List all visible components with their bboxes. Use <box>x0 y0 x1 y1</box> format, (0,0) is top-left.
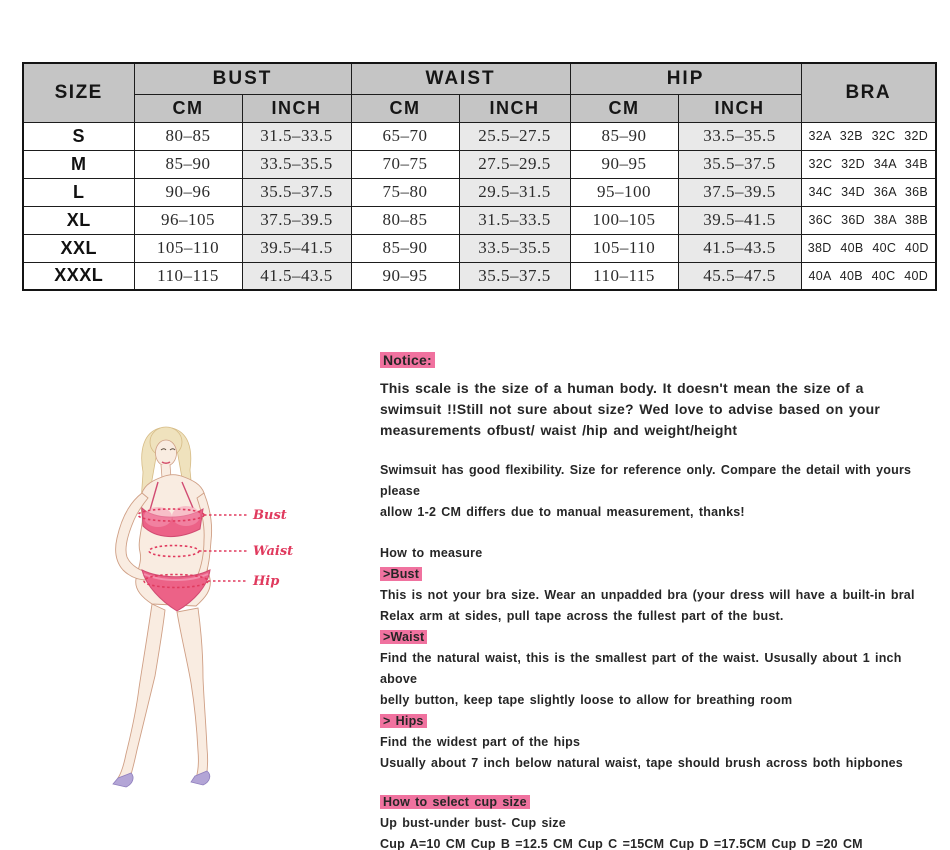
waist-cm-cell: 65–70 <box>351 122 459 150</box>
notice-line: This scale is the size of a human body. It doesn't mean the size of a <box>380 380 864 396</box>
col-header-waist: WAIST <box>351 63 570 94</box>
bust-cm-cell: 96–105 <box>134 206 242 234</box>
waist-inch-cell: 29.5–31.5 <box>459 178 570 206</box>
bust-section-label: >Bust <box>380 567 422 581</box>
bust-label: Bust <box>253 508 287 523</box>
waist-instruction-line: Find the natural waist, this is the smallest part of the waist. Ususally about 1 inch above <box>380 651 902 686</box>
table-row <box>23 234 936 262</box>
size-cell: S <box>23 122 134 150</box>
hips-instruction-line: Usually about 7 inch below natural waist, tape should brush across both hipbones <box>380 756 903 770</box>
waist-cm-cell: 85–90 <box>351 234 459 262</box>
leg-right <box>177 608 208 779</box>
subheader-waist-inch: INCH <box>459 94 570 122</box>
col-header-size: SIZE <box>23 63 134 122</box>
hip-cm-cell: 85–90 <box>570 122 678 150</box>
hip-inch-cell: 39.5–41.5 <box>678 206 801 234</box>
waist-label: Waist <box>253 544 294 559</box>
table-row <box>23 122 936 150</box>
disclaimer-line: allow 1-2 CM differs due to manual measurement, thanks! <box>380 505 745 519</box>
col-header-bra: BRA <box>801 63 936 122</box>
subheader-hip-cm: CM <box>570 94 678 122</box>
table-row <box>23 262 936 290</box>
hip-inch-cell: 45.5–47.5 <box>678 262 801 290</box>
disclaimer-line: Swimsuit has good flexibility. Size for reference only. Compare the detail with yours please <box>380 463 912 498</box>
waist-inch-cell: 25.5–27.5 <box>459 122 570 150</box>
bust-inch-cell: 31.5–33.5 <box>242 122 351 150</box>
bust-inch-cell: 39.5–41.5 <box>242 234 351 262</box>
hips-section-label: > Hips <box>380 714 427 728</box>
hip-cm-cell: 95–100 <box>570 178 678 206</box>
waist-cm-cell: 75–80 <box>351 178 459 206</box>
bust-cm-cell: 85–90 <box>134 150 242 178</box>
size-cell: XXL <box>23 234 134 262</box>
bust-section-label-line <box>380 564 940 585</box>
subheader-bust-inch: INCH <box>242 94 351 122</box>
hips-section-label-line <box>380 711 940 732</box>
hip-inch-cell: 37.5–39.5 <box>678 178 801 206</box>
bust-inch-cell: 37.5–39.5 <box>242 206 351 234</box>
size-cell: XXXL <box>23 262 134 290</box>
bra-cell: 38D 40B 40C 40D <box>801 234 936 262</box>
waist-inch-cell: 31.5–33.5 <box>459 206 570 234</box>
hip-inch-cell: 41.5–43.5 <box>678 234 801 262</box>
hips-instruction-line: Find the widest part of the hips <box>380 735 581 749</box>
bra-cell: 32C 32D 34A 34B <box>801 150 936 178</box>
waist-section-label: >Waist <box>380 630 427 644</box>
woman-sketch-illustration <box>98 420 358 820</box>
hip-cm-cell: 100–105 <box>570 206 678 234</box>
bust-inch-cell: 41.5–43.5 <box>242 262 351 290</box>
hip-inch-cell: 35.5–37.5 <box>678 150 801 178</box>
cup-size-line: Up bust-under bust- Cup size <box>380 816 566 830</box>
leg-left <box>118 604 165 781</box>
notice-heading: Notice: <box>380 352 435 368</box>
waist-inch-cell: 33.5–35.5 <box>459 234 570 262</box>
waist-instruction-line: belly button, keep tape slightly loose to allow for breathing room <box>380 693 793 707</box>
size-cell: XL <box>23 206 134 234</box>
waist-cm-cell: 90–95 <box>351 262 459 290</box>
cup-size-heading-line <box>380 792 940 813</box>
notice-line: swimsuit !!Still not sure about size? Wed love to advise based on your <box>380 401 881 417</box>
waist-cm-cell: 70–75 <box>351 150 459 178</box>
bust-instruction-line: This is not your bra size. Wear an unpadded bra (your dress will have a built-in bral <box>380 588 915 602</box>
notice-heading-line <box>380 350 940 371</box>
hip-cm-cell: 110–115 <box>570 262 678 290</box>
hip-cm-cell: 105–110 <box>570 234 678 262</box>
size-cell: M <box>23 150 134 178</box>
table-row <box>23 206 936 234</box>
col-header-bust: BUST <box>134 63 351 94</box>
hip-cm-cell: 90–95 <box>570 150 678 178</box>
bra-cell: 40A 40B 40C 40D <box>801 262 936 290</box>
waist-inch-cell: 35.5–37.5 <box>459 262 570 290</box>
subheader-waist-cm: CM <box>351 94 459 122</box>
bust-instruction-line: Relax arm at sides, pull tape across the fullest part of the bust. <box>380 609 784 623</box>
cup-size-line: Cup A=10 CM Cup B =12.5 CM Cup C =15CM Cup D =17.5CM Cup D =20 CM <box>380 837 863 850</box>
info-column <box>380 350 940 850</box>
bust-cm-cell: 105–110 <box>134 234 242 262</box>
table-row <box>23 150 936 178</box>
cup-size-heading: How to select cup size <box>380 795 530 809</box>
bust-cm-cell: 110–115 <box>134 262 242 290</box>
waist-inch-cell: 27.5–29.5 <box>459 150 570 178</box>
bust-cm-cell: 90–96 <box>134 178 242 206</box>
how-to-measure-heading: How to measure <box>380 546 483 560</box>
subheader-hip-inch: INCH <box>678 94 801 122</box>
hip-inch-cell: 33.5–35.5 <box>678 122 801 150</box>
face <box>156 440 177 466</box>
waist-section-label-line <box>380 627 940 648</box>
bra-cell: 32A 32B 32C 32D <box>801 122 936 150</box>
bust-inch-cell: 33.5–35.5 <box>242 150 351 178</box>
bust-inch-cell: 35.5–37.5 <box>242 178 351 206</box>
bust-cm-cell: 80–85 <box>134 122 242 150</box>
size-table <box>22 62 937 291</box>
bra-cell: 36C 36D 38A 38B <box>801 206 936 234</box>
size-cell: L <box>23 178 134 206</box>
table-row <box>23 178 936 206</box>
bra-cell: 34C 34D 36A 36B <box>801 178 936 206</box>
col-header-hip: HIP <box>570 63 801 94</box>
notice-line: measurements ofbust/ waist /hip and weight/height <box>380 422 738 438</box>
hip-label: Hip <box>253 574 280 589</box>
subheader-bust-cm: CM <box>134 94 242 122</box>
waist-cm-cell: 80–85 <box>351 206 459 234</box>
measurement-figure <box>98 420 358 820</box>
